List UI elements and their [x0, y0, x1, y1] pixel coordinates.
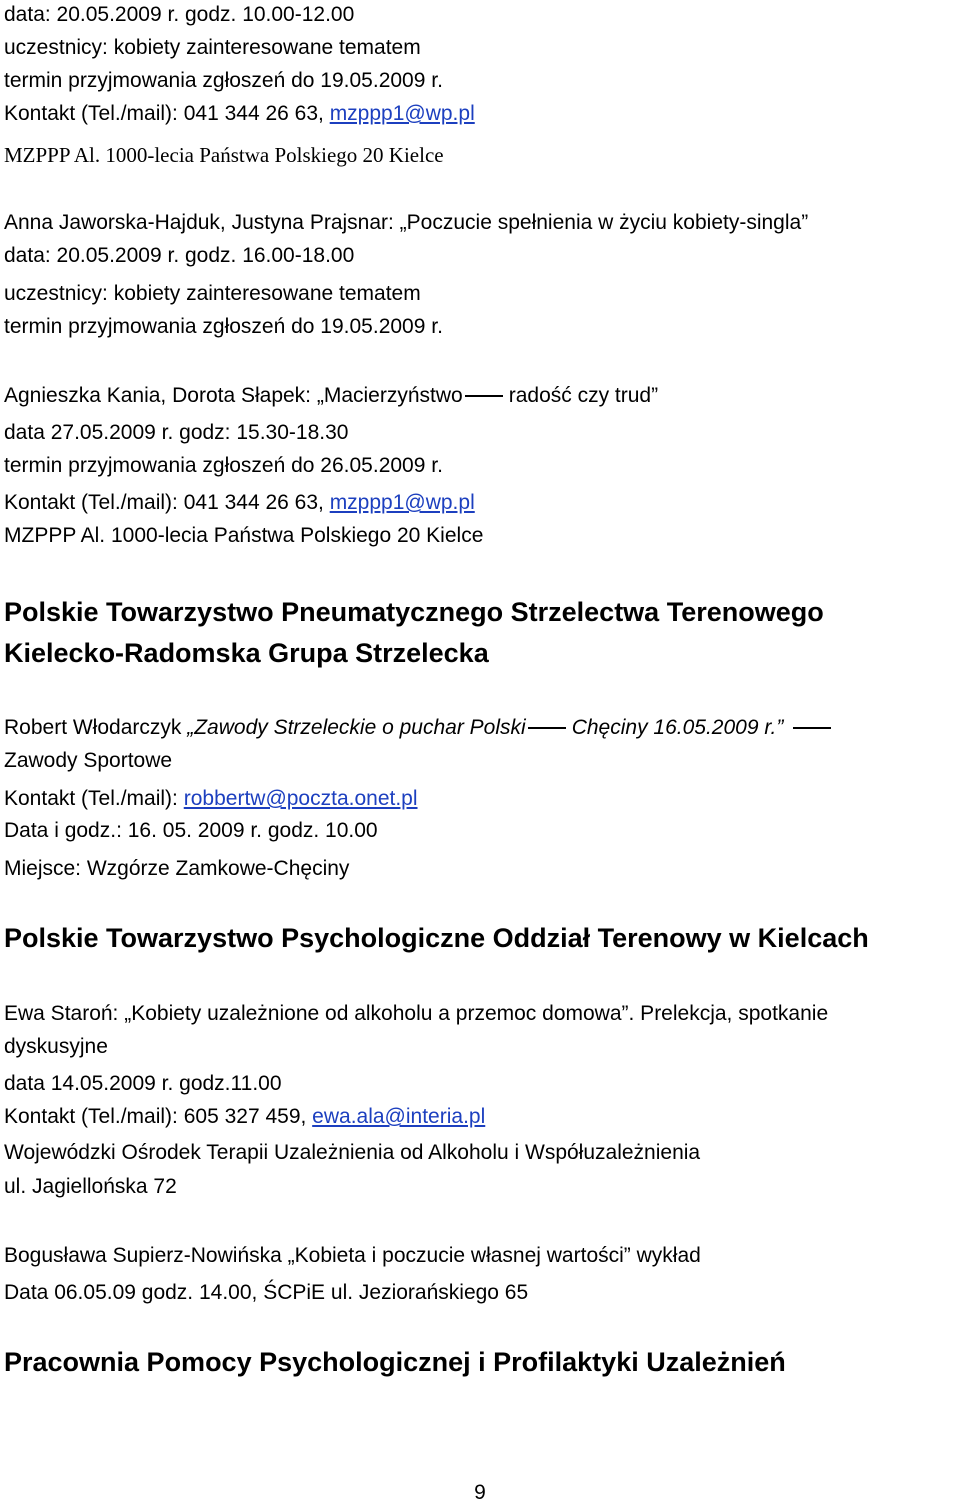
- block2-participants: uczestnicy: kobiety zainteresowane tematem: [4, 282, 421, 305]
- section2-date: data 14.05.2009 r. godz.11.00: [4, 1072, 282, 1095]
- section1-heading-line1: Polskie Towarzystwo Pneumatycznego Strzelectwa Terenowego: [4, 597, 824, 627]
- section2-event-line1: Ewa Staroń: „Kobiety uzależnione od alkoholu a przemoc domowa”. Prelekcja, spotkanie: [4, 1002, 829, 1025]
- block1-address: MZPPP Al. 1000-lecia Państwa Polskiego 20 Kielce: [4, 143, 444, 167]
- block3-email-link[interactable]: mzppp1@wp.pl: [329, 491, 475, 514]
- block1-deadline: termin przyjmowania zgłoszeń do 19.05.2009 r.: [4, 69, 443, 92]
- section1-contact-label: Kontakt (Tel./mail):: [4, 787, 184, 810]
- block3-title-suffix: radość czy trud”: [508, 384, 659, 407]
- block2-date: data: 20.05.2009 r. godz. 16.00-18.00: [4, 244, 355, 267]
- section2-heading: Polskie Towarzystwo Psychologiczne Oddział Terenowy w Kielcach: [4, 923, 869, 953]
- dash-divider: [793, 727, 831, 729]
- section1-event: [4, 715, 837, 741]
- section1-event-author: Robert Włodarczyk: [4, 716, 188, 739]
- block3-title-prefix: Agnieszka Kania, Dorota Słapek: „Macierzyństwo: [4, 384, 463, 407]
- section2-event-line2: dyskusyjne: [4, 1035, 108, 1058]
- block1-participants: uczestnicy: kobiety zainteresowane tematem: [4, 36, 421, 59]
- block1-date: data: 20.05.2009 r. godz. 10.00-12.00: [4, 3, 355, 26]
- section1-date: Data i godz.: 16. 05. 2009 r. godz. 10.00: [4, 819, 378, 842]
- section2-contact: [4, 1104, 485, 1130]
- block1-contact: [4, 101, 475, 127]
- block2-deadline: termin przyjmowania zgłoszeń do 19.05.2009 r.: [4, 315, 443, 338]
- dash-divider: [465, 395, 503, 397]
- block3-date: data 27.05.2009 r. godz: 15.30-18.30: [4, 421, 349, 444]
- section1-event-place: Chęciny 16.05.2009 r.”: [571, 716, 784, 739]
- section2-street: ul. Jagiellońska 72: [4, 1175, 177, 1198]
- block3-title: [4, 383, 658, 409]
- block3-contact-label: Kontakt (Tel./mail): 041 344 26 63,: [4, 491, 330, 514]
- block3-address: MZPPP Al. 1000-lecia Państwa Polskiego 20 Kielce: [4, 524, 484, 547]
- block3-contact: [4, 490, 475, 516]
- section2-event2-date: Data 06.05.09 godz. 14.00, ŚCPiE ul. Jeziorańskiego 65: [4, 1281, 529, 1304]
- block2-authors: Anna Jaworska-Hajduk, Justyna Prajsnar: „Poczucie spełnienia w życiu kobiety-singla”: [4, 211, 809, 234]
- section2-contact-label: Kontakt (Tel./mail): 605 327 459,: [4, 1105, 313, 1128]
- section2-org: Wojewódzki Ośrodek Terapii Uzależnienia od Alkoholu i Współuzależnienia: [4, 1141, 701, 1164]
- section1-heading-line2: Kielecko-Radomska Grupa Strzelecka: [4, 638, 489, 668]
- dash-divider: [528, 727, 566, 729]
- section1-event-title: „Zawody Strzeleckie o puchar Polski: [187, 716, 526, 739]
- block1-contact-label: Kontakt (Tel./mail): 041 344 26 63,: [4, 102, 330, 125]
- section1-place: Miejsce: Wzgórze Zamkowe-Chęciny: [4, 857, 350, 880]
- section1-event-type: Zawody Sportowe: [4, 749, 173, 772]
- section1-email-link[interactable]: robbertw@poczta.onet.pl: [183, 787, 418, 810]
- block1-email-link[interactable]: mzppp1@wp.pl: [329, 102, 475, 125]
- section2-email-link[interactable]: ewa.ala@interia.pl: [312, 1105, 486, 1128]
- section1-contact: [4, 786, 418, 812]
- section2-event2: Bogusława Supierz-Nowińska „Kobieta i poczucie własnej wartości” wykład: [4, 1244, 701, 1267]
- section3-heading: Pracownia Pomocy Psychologicznej i Profilaktyki Uzależnień: [4, 1347, 786, 1377]
- block3-deadline: termin przyjmowania zgłoszeń do 26.05.2009 r.: [4, 454, 443, 477]
- page-number: 9: [474, 1481, 486, 1504]
